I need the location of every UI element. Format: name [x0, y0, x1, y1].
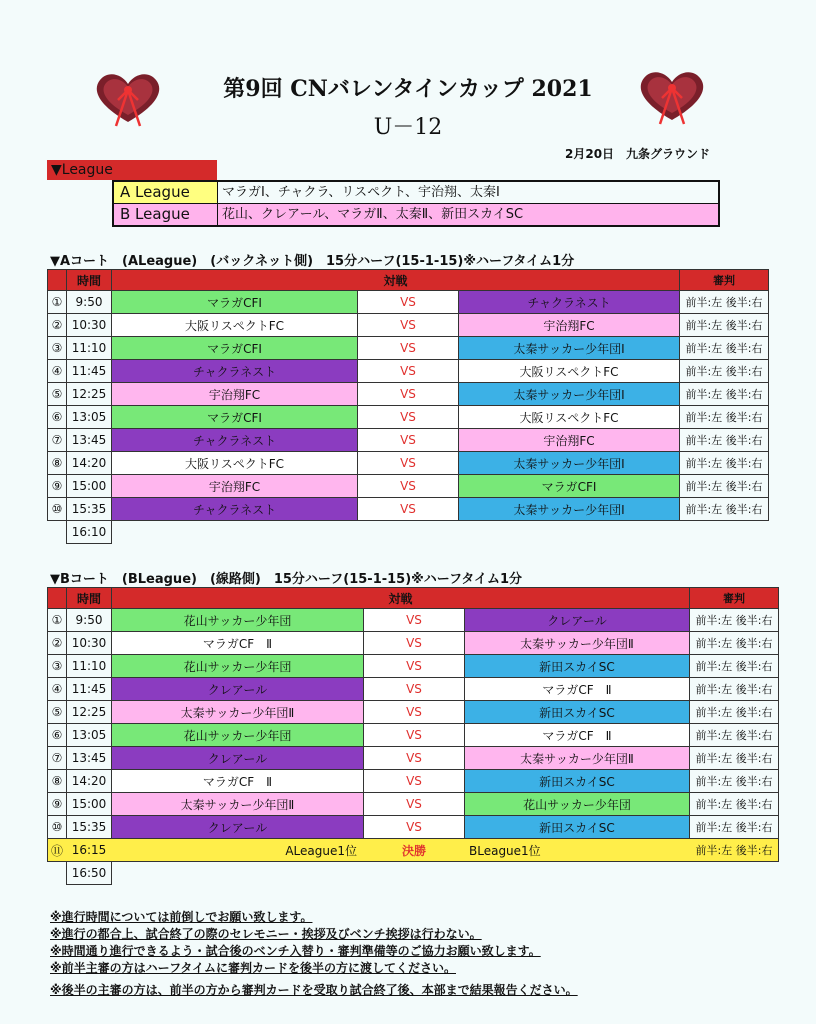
match-row	[48, 360, 769, 383]
team-away: 新田スカイSC	[465, 655, 690, 678]
match-number: ⑤	[48, 701, 67, 724]
note-item: ※進行時間については前倒しでお願い致します。	[50, 910, 313, 924]
team-away: 宇治翔FC	[459, 429, 680, 452]
schedule-header	[48, 588, 779, 609]
match-number: ⑨	[48, 475, 67, 498]
referee-info: 前半:左 後半:右	[690, 770, 779, 793]
match-row	[48, 452, 769, 475]
team-away: 花山サッカー少年団	[465, 793, 690, 816]
team-home: クレアール	[112, 816, 364, 839]
match-row	[48, 632, 779, 655]
match-time: 14:20	[67, 770, 112, 793]
referee-info: 前半:左 後半:右	[690, 793, 779, 816]
team-home: 宇治翔FC	[112, 383, 358, 406]
team-home: 大阪リスペクトFC	[112, 452, 358, 475]
team-home: マラガCFⅠ	[112, 406, 358, 429]
court-a-title: ▼Aコート (ALeague) (バックネット側) 15分ハーフ(15-1-15)※ハーフタイム1分	[50, 254, 575, 269]
match-time: 10:30	[67, 314, 112, 337]
match-time: 10:30	[67, 632, 112, 655]
vs-label: VS	[358, 383, 459, 406]
team-home: チャクラネスト	[112, 429, 358, 452]
note-item: ※前半主審の方はハーフタイムに審判カードを後半の方に渡してください。	[50, 961, 456, 975]
match-time: 15:35	[67, 498, 112, 521]
team-home: 大阪リスペクトFC	[112, 314, 358, 337]
vs-label: VS	[358, 452, 459, 475]
header-time: 時間	[67, 588, 112, 609]
vs-label: VS	[364, 678, 465, 701]
league-table	[112, 180, 720, 227]
team-home: チャクラネスト	[112, 360, 358, 383]
referee-info: 前半:左 後半:右	[680, 452, 769, 475]
team-away: クレアール	[465, 609, 690, 632]
team-home: マラガCFⅠ	[112, 337, 358, 360]
page-subtitle: U－12	[373, 115, 443, 140]
match-number: ⑥	[48, 724, 67, 747]
vs-label: VS	[364, 747, 465, 770]
end-time: 16:50	[67, 862, 112, 885]
vs-label: VS	[364, 793, 465, 816]
team-away: 宇治翔FC	[459, 314, 680, 337]
blank-cell	[48, 862, 67, 885]
team-away: 新田スカイSC	[465, 701, 690, 724]
match-time: 13:05	[67, 406, 112, 429]
vs-label: VS	[358, 475, 459, 498]
team-away: マラガCFⅠ	[459, 475, 680, 498]
league-teams: 花山、クレアール、マラガⅡ、太秦Ⅱ、新田スカイSC	[222, 207, 524, 222]
match-number: ⑤	[48, 383, 67, 406]
match-time: 11:10	[67, 337, 112, 360]
league-name: A League	[114, 182, 218, 203]
vs-label: 決勝	[364, 839, 465, 862]
match-row	[48, 816, 779, 839]
note-item: ※後半の主審の方は、前半の方から審判カードを受取り試合終了後、本部まで結果報告ください。	[50, 983, 578, 997]
court-b-schedule	[47, 587, 779, 885]
match-row	[48, 724, 779, 747]
end-time-row	[48, 862, 779, 885]
match-row	[48, 701, 779, 724]
vs-label: VS	[364, 724, 465, 747]
team-away: 太秦サッカー少年団Ⅰ	[459, 383, 680, 406]
match-row	[48, 337, 769, 360]
team-away: 新田スカイSC	[465, 816, 690, 839]
notes	[50, 908, 578, 998]
vs-label: VS	[364, 655, 465, 678]
match-number: ②	[48, 314, 67, 337]
court-b-title: ▼Bコート (BLeague) (線路側) 15分ハーフ(15-1-15)※ハーフタイム1分	[50, 572, 523, 587]
team-away: BLeague1位	[465, 839, 690, 862]
league-name: B League	[114, 204, 218, 225]
league-heading: ▼League	[47, 160, 217, 180]
team-home: 花山サッカー少年団	[112, 724, 364, 747]
match-row	[48, 475, 769, 498]
referee-info: 前半:左 後半:右	[690, 724, 779, 747]
team-home: 花山サッカー少年団	[112, 655, 364, 678]
match-number: ⑧	[48, 770, 67, 793]
blank-cell	[459, 521, 680, 544]
vs-label: VS	[358, 337, 459, 360]
match-row	[48, 793, 779, 816]
note-item: ※時間通り進行できるよう・試合後のベンチ入替り・審判準備等のご協力お願い致します。	[50, 944, 541, 958]
match-time: 9:50	[67, 609, 112, 632]
referee-info: 前半:左 後半:右	[680, 314, 769, 337]
blank-cell	[465, 862, 690, 885]
match-row	[48, 314, 769, 337]
header-match: 対戦	[112, 588, 690, 609]
blank-cell	[690, 862, 779, 885]
referee-info: 前半:左 後半:右	[690, 701, 779, 724]
match-number: ⑧	[48, 452, 67, 475]
match-row	[48, 291, 769, 314]
match-number: ⑩	[48, 816, 67, 839]
page-title: 第9回 CNバレンタインカップ 2021	[223, 76, 593, 102]
blank-cell	[112, 862, 364, 885]
blank-cell	[358, 521, 459, 544]
referee-info: 前半:左 後半:右	[680, 498, 769, 521]
match-row	[48, 406, 769, 429]
team-home: クレアール	[112, 678, 364, 701]
match-time: 9:50	[67, 291, 112, 314]
match-row	[48, 429, 769, 452]
team-home: ALeague1位	[112, 839, 364, 862]
league-row-a	[114, 182, 718, 204]
referee-info: 前半:左 後半:右	[680, 383, 769, 406]
team-away: 太秦サッカー少年団Ⅱ	[465, 632, 690, 655]
team-away: チャクラネスト	[459, 291, 680, 314]
match-time: 16:15	[67, 839, 112, 862]
blank-cell	[112, 521, 358, 544]
team-home: マラガCFⅠ	[112, 291, 358, 314]
referee-info: 前半:左 後半:右	[690, 632, 779, 655]
team-away: 大阪リスペクトFC	[459, 406, 680, 429]
team-home: チャクラネスト	[112, 498, 358, 521]
match-number: ②	[48, 632, 67, 655]
match-time: 15:35	[67, 816, 112, 839]
match-number: ③	[48, 337, 67, 360]
vs-label: VS	[358, 360, 459, 383]
team-away: 新田スカイSC	[465, 770, 690, 793]
referee-info: 前半:左 後半:右	[680, 475, 769, 498]
match-number: ⑨	[48, 793, 67, 816]
match-row	[48, 839, 779, 862]
referee-info: 前半:左 後半:右	[680, 360, 769, 383]
vs-label: VS	[364, 770, 465, 793]
vs-label: VS	[364, 609, 465, 632]
header-blank	[48, 270, 67, 291]
team-home: マラガCF Ⅱ	[112, 632, 364, 655]
match-row	[48, 498, 769, 521]
vs-label: VS	[358, 314, 459, 337]
match-row	[48, 383, 769, 406]
vs-label: VS	[358, 498, 459, 521]
header-time: 時間	[67, 270, 112, 291]
header-blank	[48, 588, 67, 609]
match-number: ⑩	[48, 498, 67, 521]
match-number: ⑦	[48, 429, 67, 452]
match-row	[48, 678, 779, 701]
header-ref: 審判	[680, 270, 769, 291]
match-time: 13:45	[67, 747, 112, 770]
team-home: クレアール	[112, 747, 364, 770]
referee-info: 前半:左 後半:右	[690, 816, 779, 839]
header-ref: 審判	[690, 588, 779, 609]
match-row	[48, 747, 779, 770]
blank-cell	[680, 521, 769, 544]
team-home: 宇治翔FC	[112, 475, 358, 498]
match-number: ⑦	[48, 747, 67, 770]
end-time: 16:10	[67, 521, 112, 544]
match-row	[48, 609, 779, 632]
note-item: ※進行の都合上、試合終了の際のセレモニー・挨拶及びベンチ挨拶は行わない。	[50, 927, 482, 941]
match-time: 14:20	[67, 452, 112, 475]
team-away: 太秦サッカー少年団Ⅱ	[465, 747, 690, 770]
match-time: 13:05	[67, 724, 112, 747]
match-number: ①	[48, 609, 67, 632]
match-time: 12:25	[67, 701, 112, 724]
vs-label: VS	[364, 632, 465, 655]
team-away: 太秦サッカー少年団Ⅰ	[459, 452, 680, 475]
referee-info: 前半:左 後半:右	[690, 839, 779, 862]
team-home: マラガCF Ⅱ	[112, 770, 364, 793]
referee-info: 前半:左 後半:右	[690, 609, 779, 632]
match-number: ①	[48, 291, 67, 314]
match-time: 11:10	[67, 655, 112, 678]
referee-info: 前半:左 後半:右	[690, 655, 779, 678]
match-time: 11:45	[67, 360, 112, 383]
team-home: 太秦サッカー少年団Ⅱ	[112, 793, 364, 816]
vs-label: VS	[364, 701, 465, 724]
match-row	[48, 770, 779, 793]
match-number: ④	[48, 678, 67, 701]
team-away: 太秦サッカー少年団Ⅰ	[459, 498, 680, 521]
vs-label: VS	[358, 291, 459, 314]
match-time: 13:45	[67, 429, 112, 452]
referee-info: 前半:左 後半:右	[680, 429, 769, 452]
date-venue: 2月20日 九条グラウンド	[565, 147, 711, 161]
match-number: ④	[48, 360, 67, 383]
vs-label: VS	[358, 406, 459, 429]
league-row-b	[114, 204, 718, 225]
vs-label: VS	[364, 816, 465, 839]
referee-info: 前半:左 後半:右	[680, 291, 769, 314]
team-away: マラガCF Ⅱ	[465, 678, 690, 701]
match-time: 11:45	[67, 678, 112, 701]
blank-cell	[364, 862, 465, 885]
match-time: 15:00	[67, 475, 112, 498]
blank-cell	[48, 521, 67, 544]
vs-label: VS	[358, 429, 459, 452]
schedule-header	[48, 270, 769, 291]
match-row	[48, 655, 779, 678]
match-time: 15:00	[67, 793, 112, 816]
team-away: 太秦サッカー少年団Ⅰ	[459, 337, 680, 360]
league-teams: マラガⅠ、チャクラ、リスペクト、宇治翔、太秦Ⅰ	[222, 185, 500, 200]
end-time-row	[48, 521, 769, 544]
match-number: ③	[48, 655, 67, 678]
court-a-schedule	[47, 269, 769, 544]
team-home: 太秦サッカー少年団Ⅱ	[112, 701, 364, 724]
team-away: マラガCF Ⅱ	[465, 724, 690, 747]
referee-info: 前半:左 後半:右	[680, 406, 769, 429]
team-away: 大阪リスペクトFC	[459, 360, 680, 383]
match-number: ⑪	[48, 839, 67, 862]
match-time: 12:25	[67, 383, 112, 406]
match-number: ⑥	[48, 406, 67, 429]
header-match: 対戦	[112, 270, 680, 291]
referee-info: 前半:左 後半:右	[680, 337, 769, 360]
referee-info: 前半:左 後半:右	[690, 747, 779, 770]
referee-info: 前半:左 後半:右	[690, 678, 779, 701]
team-home: 花山サッカー少年団	[112, 609, 364, 632]
